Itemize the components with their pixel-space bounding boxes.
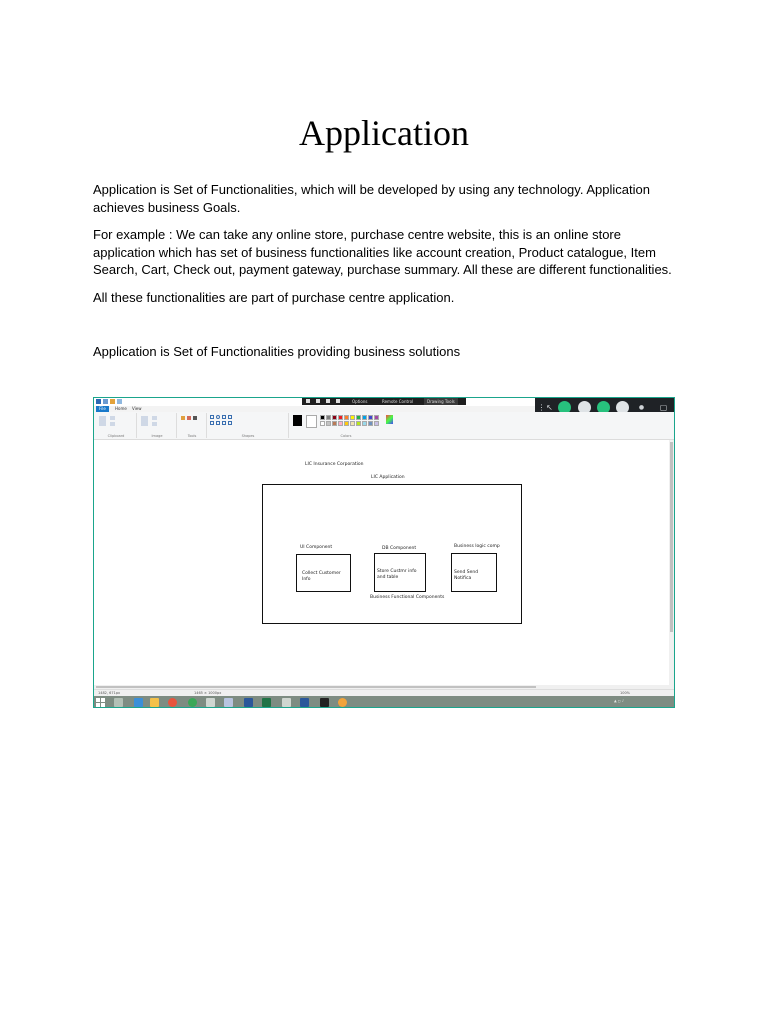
drag-handle-icon[interactable]: ⋮ <box>537 403 546 412</box>
windows-start-icon[interactable] <box>96 698 105 707</box>
text-icon[interactable] <box>193 416 197 420</box>
crop-icon[interactable] <box>152 416 157 420</box>
diagram-footer: Business Functional Components <box>370 595 445 600</box>
oval-shape-icon[interactable] <box>216 415 220 419</box>
options-menu[interactable]: Options <box>352 399 368 404</box>
edge-icon[interactable] <box>134 698 143 707</box>
view-tab[interactable]: View <box>132 406 142 411</box>
swatch-gold[interactable] <box>344 421 349 426</box>
color2-icon[interactable] <box>306 415 317 428</box>
app-icon[interactable] <box>282 698 291 707</box>
swatch-lime[interactable] <box>356 421 361 426</box>
horizontal-scroll-thumb[interactable] <box>96 686 536 688</box>
swatch-pink[interactable] <box>338 421 343 426</box>
swatch-light-gray[interactable] <box>326 421 331 426</box>
swatch-white[interactable] <box>320 421 325 426</box>
diagram-org-title: LIC Insurance Corporation <box>305 462 364 467</box>
home-tab[interactable]: Home <box>115 406 127 411</box>
rounded-rect-shape-icon[interactable] <box>228 415 232 419</box>
paint-ribbon <box>94 412 674 440</box>
swatch-blue[interactable] <box>362 415 367 420</box>
shapes-group-label: Shapes <box>241 434 255 438</box>
tools-group-label: Tools <box>187 434 197 438</box>
save-icon[interactable] <box>103 399 108 404</box>
paragraph-summary: All these functionalities are part of purchase centre application. <box>93 290 455 305</box>
remote-control-menu[interactable]: Remote Control <box>382 399 414 404</box>
swatch-black[interactable] <box>320 415 325 420</box>
clipboard-group-label: Clipboard <box>107 434 125 438</box>
pencil-icon[interactable] <box>181 416 185 420</box>
redo-icon[interactable] <box>117 399 122 404</box>
cut-icon[interactable] <box>110 416 115 420</box>
swatch-green[interactable] <box>356 415 361 420</box>
paint-taskbar-icon[interactable] <box>224 698 233 707</box>
firefox-icon[interactable] <box>168 698 177 707</box>
record-icon[interactable]: ● <box>638 404 645 411</box>
paragraph-example: For example : We can take any online store, purchase centre website, this is an online store application which has set of business functionalities like account creation, Product catalogue, Item Search, Cart, Check out, payment gateway, purchase summary. All these are different functionalities. <box>93 227 672 277</box>
pause-icon[interactable] <box>326 399 330 403</box>
edit-colors-icon[interactable] <box>386 415 393 424</box>
vertical-scroll-thumb[interactable] <box>670 442 673 632</box>
undo-icon[interactable] <box>110 399 115 404</box>
vertical-scrollbar[interactable] <box>669 440 674 685</box>
remote-session-toolbar <box>302 398 466 405</box>
cursor-position: 1482, 671px <box>98 691 121 695</box>
color1-icon[interactable] <box>293 415 302 426</box>
windows-taskbar <box>94 696 674 708</box>
embedded-paint-screenshot <box>93 397 675 708</box>
diagram-app-title: LIC Application <box>371 475 405 480</box>
swatch-red[interactable] <box>338 415 343 420</box>
star-shape-icon[interactable] <box>228 421 232 425</box>
chrome-icon[interactable] <box>188 698 197 707</box>
image-group-label: Image <box>151 434 163 438</box>
excel-icon[interactable] <box>262 698 271 707</box>
paint-canvas[interactable] <box>94 440 669 685</box>
swatch-orange[interactable] <box>344 415 349 420</box>
image-group <box>138 413 177 438</box>
paint-app-icon <box>96 399 101 404</box>
triangle-shape-icon[interactable] <box>210 421 214 425</box>
diamond-shape-icon[interactable] <box>216 421 220 425</box>
system-tray[interactable]: ▲ ◻ ♪ <box>614 699 625 703</box>
swatch-indigo[interactable] <box>368 415 373 420</box>
paragraph-definition: Application is Set of Functionalities, which will be developed by using any technology. Application achieves business Goals. <box>93 182 650 215</box>
fill-icon[interactable] <box>187 416 191 420</box>
grip-icon[interactable] <box>306 399 310 403</box>
paste-icon[interactable] <box>99 416 106 426</box>
colors-group-label: Colors <box>340 434 352 438</box>
db-component-text: Store Custmr info and table <box>377 569 417 580</box>
drawing-tools-menu[interactable]: Drawing Tools <box>424 398 458 405</box>
line-shape-icon[interactable] <box>210 415 214 419</box>
swatch-cream[interactable] <box>350 421 355 426</box>
tools-group <box>178 413 207 438</box>
file-explorer-icon[interactable] <box>150 698 159 707</box>
clipboard-group <box>96 413 137 438</box>
page-title: Application <box>299 113 469 153</box>
lock-icon[interactable]: ▢ <box>659 403 668 412</box>
ui-component-label: UI Component <box>300 545 333 550</box>
rectangle-shape-icon[interactable] <box>222 415 226 419</box>
swatch-light-blue[interactable] <box>362 421 367 426</box>
swatch-brown[interactable] <box>332 421 337 426</box>
teams-icon[interactable] <box>300 698 309 707</box>
shapes-group <box>208 413 289 438</box>
swatch-gray[interactable] <box>326 415 331 420</box>
ui-component-text: Collect Customer Info <box>302 571 341 582</box>
zoom-level: 100% <box>620 691 631 695</box>
swatch-lavender[interactable] <box>374 421 379 426</box>
colors-group <box>290 413 402 438</box>
word-icon[interactable] <box>244 698 253 707</box>
swatch-dark-red[interactable] <box>332 415 337 420</box>
canvas-size: 1465 × 1000px <box>194 691 222 695</box>
select-icon[interactable] <box>141 416 148 426</box>
terminal-icon[interactable] <box>320 698 329 707</box>
taskview-icon[interactable] <box>114 698 123 707</box>
vlc-icon[interactable] <box>338 698 347 707</box>
swatch-purple[interactable] <box>374 415 379 420</box>
business-logic-label: Business logic comp <box>454 544 500 549</box>
db-component-label: DB Component <box>382 546 417 551</box>
file-tab[interactable]: File <box>96 406 109 412</box>
swatch-slate[interactable] <box>368 421 373 426</box>
resize-icon[interactable] <box>152 422 157 426</box>
swatch-yellow[interactable] <box>350 415 355 420</box>
chat-icon[interactable] <box>336 399 340 403</box>
paragraph-conclusion: Application is Set of Functionalities providing business solutions <box>93 344 461 359</box>
business-logic-text: Send Send Notifica <box>454 570 479 581</box>
pentagon-shape-icon[interactable] <box>222 421 226 425</box>
copy-icon[interactable] <box>110 422 115 426</box>
notepad-icon[interactable] <box>206 698 215 707</box>
pointer-icon[interactable]: ↖ <box>546 403 553 412</box>
stop-icon[interactable] <box>316 399 320 403</box>
